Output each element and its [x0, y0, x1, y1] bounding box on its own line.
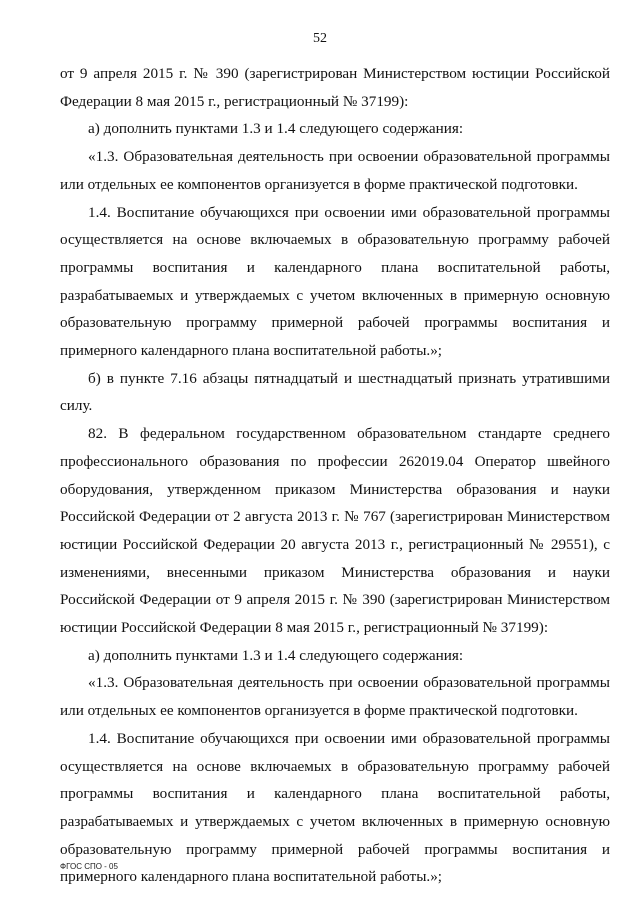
paragraph-item-b: б) в пункте 7.16 абзацы пятнадцатый и шестнадцатый признать утратившими силу.	[60, 369, 610, 415]
paragraph-1-4: 1.4. Воспитание обучающихся при освоении ими образовательной программы осуществляется на основе включаемых в образовательную программу рабочей программы воспитания и календарного плана воспитательной работы, разрабатываемых и утверждаемых с учетом включенных в примерную основную образовательную программу примерной рабочей программы воспитания и примерного календарного плана воспитательной работы.»;	[60, 203, 610, 360]
paragraph-item-a-2: а) дополнить пунктами 1.3 и 1.4 следующего содержания:	[88, 646, 464, 664]
paragraph-item-a: а) дополнить пунктами 1.3 и 1.4 следующего содержания:	[88, 120, 464, 138]
paragraph-continuation: от 9 апреля 2015 г. № 390 (зарегистрирован Министерством юстиции Российской Федерации 8 мая 2015 г., регистрационный № 37199):	[60, 65, 610, 110]
footer-code: ФГОС СПО - 05	[60, 862, 118, 871]
paragraph-1-3-2: «1.3. Образовательная деятельность при освоении образовательной программы или отдельных ее компонентов организуется в форме практической подготовки.	[60, 674, 610, 720]
paragraph-1-3: «1.3. Образовательная деятельность при освоении образовательной программы или отдельных ее компонентов организуется в форме практической подготовки.	[60, 148, 610, 193]
paragraph-1-4-2: 1.4. Воспитание обучающихся при освоении ими образовательной программы осуществляется на основе включаемых в образовательную программу рабочей программы воспитания и календарного плана воспитательной работы, разрабатываемых и утверждаемых с учетом включенных в примерную основную образовательную программу примерной рабочей программы воспитания и примерного календарного плана воспитательной работы.»;	[60, 729, 610, 886]
document-body	[60, 60, 610, 891]
paragraph-82: 82. В федеральном государственном образовательном стандарте среднего профессионального образования по профессии 262019.04 Оператор швейного оборудования, утвержденном приказом Министерства образования и науки Российской Федерации от 2 августа 2013 г. № 767 (зарегистрирован Министерством юстиции Российской Федерации 20 августа 2013 г., регистрационный № 29551), с изменениями, внесенными приказом Министерства образования и науки Российской Федерации от 9 апреля 2015 г. № 390 (зарегистрирован Министерством юстиции Российской Федерации 8 мая 2015 г., регистрационный № 37199):	[60, 425, 610, 637]
page-number: 52	[313, 31, 327, 46]
